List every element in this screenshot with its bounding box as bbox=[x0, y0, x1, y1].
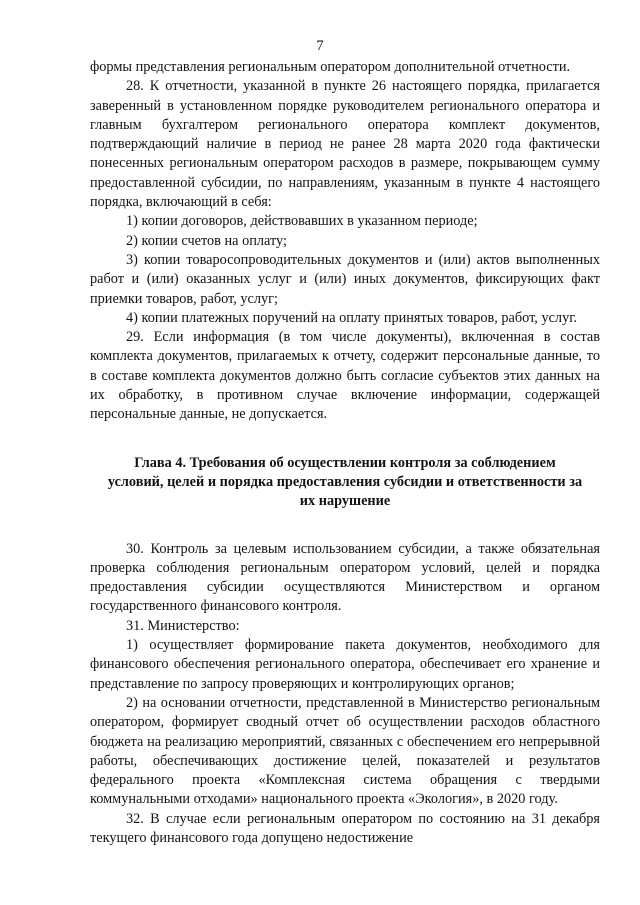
paragraph-30: 30. Контроль за целевым использованием субсидии, а также обязательная проверка соблюдения региональным оператором условий, целей и порядка предоставления субсидии осуществляются Министерством и органом государственного финансового контроля. bbox=[90, 540, 600, 615]
paragraph-28: 28. К отчетности, указанной в пункте 26 настоящего порядка, прилагается заверенный в установленном порядке руководителем регионального оператора и главным бухгалтером регионального оператора комплект документов, подтверждающий наличие в период не ранее 28 марта 2020 года фактически понесенных региональным оператором расходов в размере, покрывающем сумму предоставленной субсидии, по направлениям, указанным в пункте 4 настоящего порядка, включающий в себя: bbox=[90, 78, 600, 211]
paragraph-31-item-1: 1) осуществляет формирование пакета документов, необходимого для финансового обеспечения регионального оператора, обеспечивает его хранение и представление по запросу проверяющих и контролирующих органов; bbox=[90, 637, 600, 692]
paragraph-31-item-2: 2) на основании отчетности, представленной в Министерство региональным оператором, формирует сводный отчет об осуществлении расходов областного бюджета на реализацию мероприятий, связанных с обеспечением его непрерывной работы, обеспечивающих достижение целей, показателей и результатов федерального проекта «Комплексная система обращения с твердыми коммунальными отходами» национального проекта «Экология», в 2020 году. bbox=[90, 694, 600, 808]
paragraph-29: 29. Если информация (в том числе документы), включенная в состав комплекта документов, прилагаемых к отчету, содержит персональные данные, то в составе комплекта документов должно быть согласие субъектов этих данных на их обработку, в противном случае включение информации, содержащей персональные данные, не допускается. bbox=[90, 329, 600, 423]
paragraph-32: 32. В случае если региональным оператором по состоянию на 31 декабря текущего финансового года допущено недостижение bbox=[90, 810, 600, 846]
paragraph-28-item-1: 1) копии договоров, действовавших в указанном периоде; bbox=[126, 213, 478, 230]
paragraph-28-item-2: 2) копии счетов на оплату; bbox=[126, 232, 287, 249]
chapter-heading: Глава 4. Требования об осуществлении контроля за соблюдением условий, целей и порядка предоставления субсидии и ответственности за их нарушение bbox=[107, 454, 583, 510]
paragraph-28-item-4: 4) копии платежных поручений на оплату принятых товаров, работ, услуг. bbox=[126, 309, 578, 326]
page-number: 7 bbox=[316, 38, 324, 54]
paragraph-reporting-forms: формы представления региональным оператором дополнительной отчетности. bbox=[90, 59, 571, 75]
paragraph-28-item-3: 3) копии товаросопроводительных документов и (или) актов выполненных работ и (или) оказанных услуг и (или) иных документов, фиксирующих факт приемки товаров, работ, услуг; bbox=[90, 251, 600, 307]
paragraph-31: 31. Министерство: bbox=[126, 617, 240, 634]
document-body bbox=[90, 58, 600, 848]
